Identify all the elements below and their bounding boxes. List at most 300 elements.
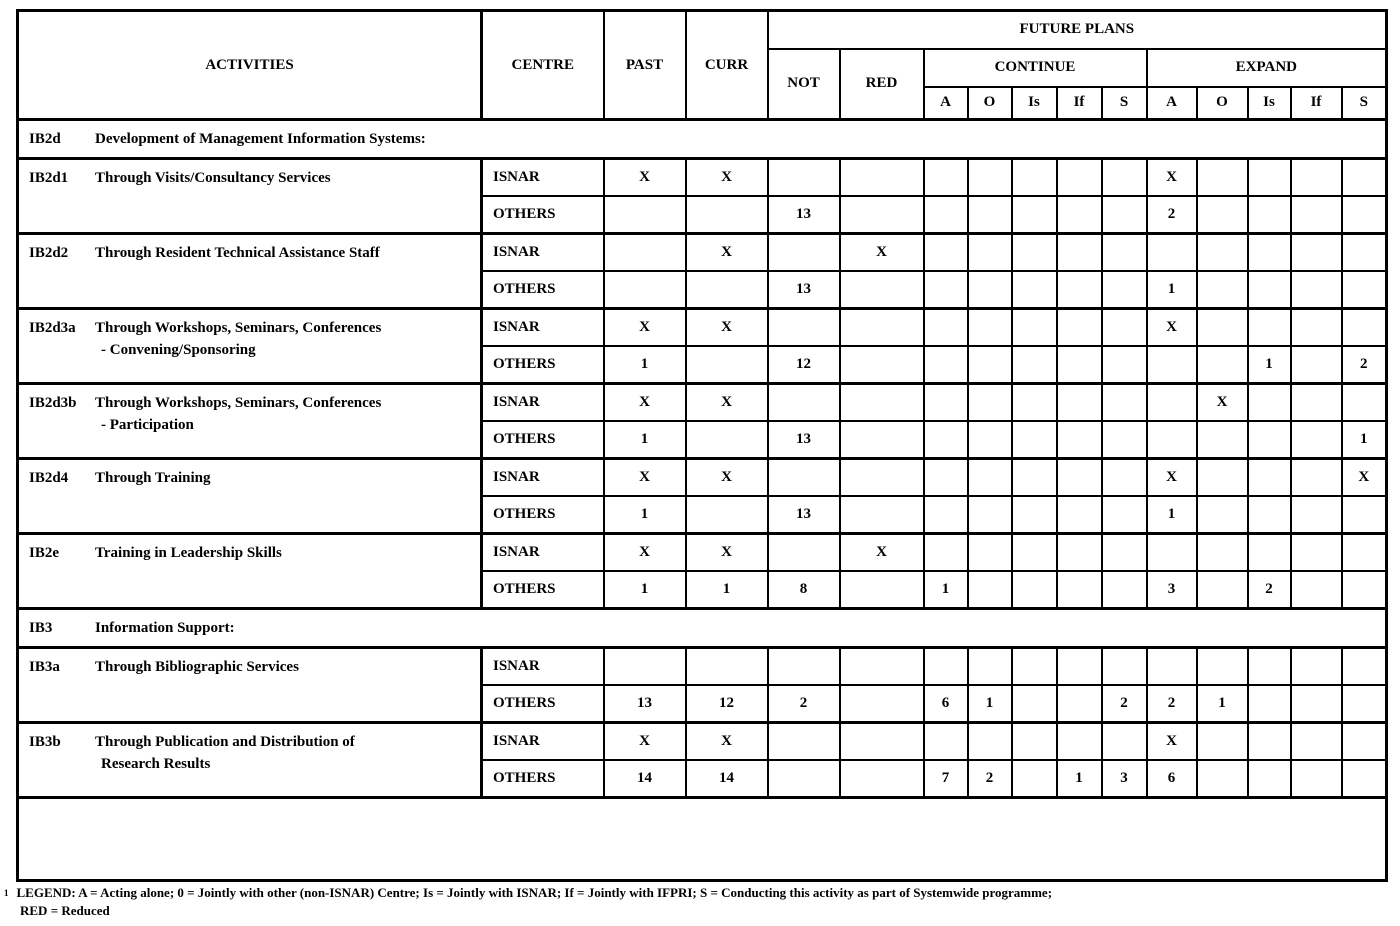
- activity-title: Through Bibliographic Services: [95, 659, 299, 675]
- activity-cell: [18, 648, 482, 723]
- table-row: [18, 309, 1387, 347]
- cell-expand-if: [1291, 309, 1342, 347]
- cell-curr: X: [686, 723, 768, 761]
- cell-continue-o: [968, 496, 1012, 534]
- header-activities: ACTIVITIES: [18, 11, 482, 120]
- cell-curr: [686, 346, 768, 384]
- cell-expand-s: [1342, 309, 1387, 347]
- cell-not: [768, 384, 840, 422]
- cell-expand-o: X: [1197, 384, 1248, 422]
- cell-continue-if: [1057, 723, 1102, 761]
- cell-past: [604, 196, 686, 234]
- cell-continue-s: [1102, 196, 1147, 234]
- cell-continue-a: [924, 271, 968, 309]
- cell-continue-s: [1102, 459, 1147, 497]
- header-expand-is: Is: [1248, 87, 1291, 120]
- activity-title-block: [95, 542, 465, 564]
- cell-continue-s: [1102, 421, 1147, 459]
- cell-expand-s: [1342, 159, 1387, 197]
- cell-expand-a: [1147, 384, 1197, 422]
- cell-expand-if: [1291, 571, 1342, 609]
- blank-cell: [18, 798, 1387, 881]
- header-red: RED: [840, 49, 924, 120]
- cell-not: 13: [768, 421, 840, 459]
- cell-continue-o: [968, 346, 1012, 384]
- cell-expand-s: [1342, 723, 1387, 761]
- cell-continue-is: [1012, 571, 1057, 609]
- cell-expand-is: [1248, 271, 1291, 309]
- cell-past: X: [604, 159, 686, 197]
- activity-title: Through Resident Technical Assistance Staff: [95, 245, 380, 261]
- cell-continue-is: [1012, 648, 1057, 686]
- cell-continue-is: [1012, 196, 1057, 234]
- cell-continue-s: [1102, 496, 1147, 534]
- header-curr: CURR: [686, 11, 768, 120]
- section-code: IB2d: [29, 130, 61, 147]
- cell-expand-if: [1291, 534, 1342, 572]
- cell-continue-o: 1: [968, 685, 1012, 723]
- cell-not: [768, 159, 840, 197]
- cell-expand-o: [1197, 346, 1248, 384]
- cell-continue-a: [924, 534, 968, 572]
- activity-title: Through Workshops, Seminars, Conferences: [95, 320, 382, 336]
- cell-red: [840, 421, 924, 459]
- cell-expand-a: 1: [1147, 271, 1197, 309]
- cell-expand-s: [1342, 384, 1387, 422]
- cell-continue-o: [968, 309, 1012, 347]
- cell-continue-o: [968, 459, 1012, 497]
- table-row: [18, 234, 1387, 272]
- activity-code: IB2e: [29, 545, 59, 561]
- activity-title-block: [95, 317, 465, 361]
- cell-continue-if: [1057, 309, 1102, 347]
- cell-continue-s: [1102, 234, 1147, 272]
- cell-continue-s: [1102, 159, 1147, 197]
- cell-continue-o: 2: [968, 760, 1012, 798]
- cell-continue-a: [924, 346, 968, 384]
- cell-continue-a: [924, 196, 968, 234]
- centre-cell: ISNAR: [482, 648, 604, 686]
- cell-expand-is: [1248, 234, 1291, 272]
- section-heading: [18, 120, 1387, 159]
- cell-past: 14: [604, 760, 686, 798]
- cell-continue-is: [1012, 421, 1057, 459]
- activity-title: Through Workshops, Seminars, Conferences: [95, 395, 382, 411]
- cell-continue-o: [968, 196, 1012, 234]
- cell-expand-o: [1197, 760, 1248, 798]
- cell-past: 13: [604, 685, 686, 723]
- cell-expand-s: [1342, 760, 1387, 798]
- activity-code: IB3b: [29, 734, 61, 750]
- cell-expand-if: [1291, 648, 1342, 686]
- centre-cell: ISNAR: [482, 159, 604, 197]
- cell-not: [768, 723, 840, 761]
- cell-expand-o: [1197, 648, 1248, 686]
- activity-code: IB2d3b: [29, 395, 77, 411]
- cell-not: 2: [768, 685, 840, 723]
- cell-expand-if: [1291, 271, 1342, 309]
- cell-continue-o: [968, 421, 1012, 459]
- cell-red: [840, 309, 924, 347]
- cell-expand-o: [1197, 459, 1248, 497]
- cell-expand-a: 6: [1147, 760, 1197, 798]
- cell-continue-a: [924, 723, 968, 761]
- table-row: [18, 384, 1387, 422]
- cell-continue-o: [968, 648, 1012, 686]
- cell-not: [768, 760, 840, 798]
- centre-cell: OTHERS: [482, 271, 604, 309]
- cell-expand-is: 2: [1248, 571, 1291, 609]
- cell-curr: X: [686, 234, 768, 272]
- cell-continue-is: [1012, 384, 1057, 422]
- cell-continue-is: [1012, 496, 1057, 534]
- cell-expand-if: [1291, 496, 1342, 534]
- cell-expand-is: [1248, 421, 1291, 459]
- cell-past: X: [604, 534, 686, 572]
- cell-past: [604, 271, 686, 309]
- cell-expand-o: [1197, 159, 1248, 197]
- cell-expand-s: [1342, 571, 1387, 609]
- cell-continue-s: 3: [1102, 760, 1147, 798]
- activity-title-block: [95, 167, 465, 189]
- cell-curr: [686, 648, 768, 686]
- cell-expand-is: [1248, 760, 1291, 798]
- cell-red: [840, 648, 924, 686]
- cell-expand-if: [1291, 459, 1342, 497]
- legend: [4, 884, 1394, 920]
- cell-continue-a: [924, 496, 968, 534]
- activity-code: IB3a: [29, 659, 60, 675]
- cell-not: 8: [768, 571, 840, 609]
- legend-line-1: LEGEND: A = Acting alone; 0 = Jointly with other (non-ISNAR) Centre; Is = Jointly with ISNAR; If = Jointly with IFPRI; S = Conducting this activity as part of Systemwide programme;: [16, 885, 1053, 900]
- cell-continue-is: [1012, 459, 1057, 497]
- section-code: IB3: [29, 619, 53, 636]
- cell-continue-if: [1057, 196, 1102, 234]
- cell-expand-o: [1197, 723, 1248, 761]
- cell-expand-o: [1197, 196, 1248, 234]
- cell-expand-o: [1197, 234, 1248, 272]
- activity-title-block: [95, 392, 465, 436]
- activity-subtitle: - Convening/Sponsoring: [101, 342, 256, 358]
- activity-title: Through Training: [95, 470, 211, 486]
- activity-title-block: [95, 731, 465, 775]
- activities-table: [16, 9, 1388, 882]
- cell-continue-a: [924, 309, 968, 347]
- cell-expand-a: X: [1147, 159, 1197, 197]
- centre-cell: ISNAR: [482, 234, 604, 272]
- section-title: Development of Management Information Systems:: [95, 130, 426, 147]
- header-centre: CENTRE: [482, 11, 604, 120]
- cell-continue-if: [1057, 346, 1102, 384]
- header-past: PAST: [604, 11, 686, 120]
- centre-cell: OTHERS: [482, 685, 604, 723]
- section-heading: [18, 609, 1387, 648]
- cell-continue-a: [924, 384, 968, 422]
- cell-red: [840, 159, 924, 197]
- cell-expand-o: [1197, 534, 1248, 572]
- centre-cell: OTHERS: [482, 571, 604, 609]
- header-continue-is: Is: [1012, 87, 1057, 120]
- centre-cell: OTHERS: [482, 760, 604, 798]
- cell-expand-a: 2: [1147, 685, 1197, 723]
- cell-continue-is: [1012, 271, 1057, 309]
- cell-expand-s: [1342, 234, 1387, 272]
- centre-cell: OTHERS: [482, 196, 604, 234]
- activity-subtitle: - Participation: [101, 417, 194, 433]
- cell-expand-s: [1342, 685, 1387, 723]
- header-expand-if: If: [1291, 87, 1342, 120]
- cell-curr: X: [686, 384, 768, 422]
- cell-expand-o: 1: [1197, 685, 1248, 723]
- cell-continue-s: [1102, 384, 1147, 422]
- header-expand-s: S: [1342, 87, 1387, 120]
- table-row: [18, 159, 1387, 197]
- cell-continue-is: [1012, 346, 1057, 384]
- cell-curr: X: [686, 534, 768, 572]
- cell-expand-a: [1147, 421, 1197, 459]
- activity-title: Through Visits/Consultancy Services: [95, 170, 331, 186]
- cell-continue-o: [968, 384, 1012, 422]
- cell-curr: 12: [686, 685, 768, 723]
- cell-continue-s: [1102, 571, 1147, 609]
- activity-cell: [18, 309, 482, 384]
- cell-past: 1: [604, 346, 686, 384]
- cell-past: 1: [604, 571, 686, 609]
- cell-not: 12: [768, 346, 840, 384]
- cell-continue-a: 7: [924, 760, 968, 798]
- cell-continue-a: [924, 648, 968, 686]
- cell-past: 1: [604, 496, 686, 534]
- activity-code: IB2d2: [29, 245, 69, 261]
- activity-title: Through Publication and Distribution of: [95, 734, 355, 750]
- table-row: [18, 648, 1387, 686]
- cell-expand-if: [1291, 159, 1342, 197]
- cell-continue-s: [1102, 309, 1147, 347]
- activity-cell: [18, 723, 482, 798]
- header-expand: EXPAND: [1147, 49, 1387, 87]
- cell-curr: 1: [686, 571, 768, 609]
- header-expand-a: A: [1147, 87, 1197, 120]
- table-row: [18, 534, 1387, 572]
- cell-curr: X: [686, 159, 768, 197]
- cell-not: [768, 534, 840, 572]
- legend-line-2: RED = Reduced: [20, 903, 110, 918]
- cell-expand-s: [1342, 271, 1387, 309]
- cell-expand-if: [1291, 421, 1342, 459]
- centre-cell: ISNAR: [482, 459, 604, 497]
- cell-continue-a: [924, 459, 968, 497]
- cell-red: [840, 496, 924, 534]
- cell-continue-if: 1: [1057, 760, 1102, 798]
- cell-not: 13: [768, 496, 840, 534]
- cell-not: [768, 234, 840, 272]
- cell-expand-is: [1248, 196, 1291, 234]
- cell-expand-a: [1147, 346, 1197, 384]
- cell-continue-if: [1057, 459, 1102, 497]
- cell-curr: 14: [686, 760, 768, 798]
- cell-expand-s: [1342, 534, 1387, 572]
- activity-code: IB2d4: [29, 470, 69, 486]
- header-continue-s: S: [1102, 87, 1147, 120]
- cell-red: [840, 346, 924, 384]
- cell-red: [840, 685, 924, 723]
- header-continue-o: O: [968, 87, 1012, 120]
- cell-continue-is: [1012, 685, 1057, 723]
- cell-expand-is: [1248, 459, 1291, 497]
- activity-code: IB2d1: [29, 170, 69, 186]
- cell-expand-if: [1291, 685, 1342, 723]
- cell-expand-a: [1147, 648, 1197, 686]
- header-continue: CONTINUE: [924, 49, 1147, 87]
- header-expand-o: O: [1197, 87, 1248, 120]
- cell-continue-if: [1057, 571, 1102, 609]
- centre-cell: ISNAR: [482, 723, 604, 761]
- cell-continue-if: [1057, 685, 1102, 723]
- cell-continue-if: [1057, 234, 1102, 272]
- cell-not: [768, 459, 840, 497]
- footnote-marker: 1: [4, 888, 9, 898]
- cell-expand-s: 2: [1342, 346, 1387, 384]
- cell-red: X: [840, 234, 924, 272]
- cell-expand-o: [1197, 421, 1248, 459]
- cell-expand-is: [1248, 534, 1291, 572]
- cell-continue-is: [1012, 760, 1057, 798]
- cell-continue-o: [968, 159, 1012, 197]
- cell-continue-s: 2: [1102, 685, 1147, 723]
- cell-expand-a: 2: [1147, 196, 1197, 234]
- cell-expand-s: [1342, 196, 1387, 234]
- cell-red: [840, 760, 924, 798]
- cell-expand-a: 1: [1147, 496, 1197, 534]
- centre-cell: OTHERS: [482, 496, 604, 534]
- section-row: [18, 609, 1387, 648]
- cell-red: [840, 196, 924, 234]
- cell-continue-is: [1012, 723, 1057, 761]
- activity-title-block: [95, 242, 465, 264]
- cell-continue-s: [1102, 723, 1147, 761]
- cell-continue-if: [1057, 421, 1102, 459]
- cell-expand-s: [1342, 648, 1387, 686]
- cell-continue-if: [1057, 159, 1102, 197]
- cell-continue-a: [924, 421, 968, 459]
- cell-expand-a: 3: [1147, 571, 1197, 609]
- cell-continue-s: [1102, 346, 1147, 384]
- cell-red: [840, 571, 924, 609]
- section-row: [18, 120, 1387, 159]
- cell-expand-a: X: [1147, 459, 1197, 497]
- cell-red: [840, 271, 924, 309]
- cell-continue-o: [968, 234, 1012, 272]
- cell-expand-o: [1197, 496, 1248, 534]
- cell-continue-a: [924, 234, 968, 272]
- header-continue-a: A: [924, 87, 968, 120]
- cell-curr: [686, 271, 768, 309]
- cell-curr: X: [686, 459, 768, 497]
- cell-continue-o: [968, 571, 1012, 609]
- cell-past: X: [604, 459, 686, 497]
- centre-cell: OTHERS: [482, 421, 604, 459]
- cell-expand-o: [1197, 309, 1248, 347]
- activity-cell: [18, 384, 482, 459]
- cell-past: [604, 234, 686, 272]
- cell-red: X: [840, 534, 924, 572]
- cell-expand-is: [1248, 309, 1291, 347]
- cell-expand-s: 1: [1342, 421, 1387, 459]
- cell-continue-is: [1012, 534, 1057, 572]
- cell-past: X: [604, 384, 686, 422]
- cell-continue-o: [968, 271, 1012, 309]
- cell-continue-is: [1012, 309, 1057, 347]
- cell-curr: [686, 421, 768, 459]
- cell-continue-s: [1102, 271, 1147, 309]
- cell-expand-if: [1291, 384, 1342, 422]
- cell-past: X: [604, 309, 686, 347]
- cell-continue-a: [924, 159, 968, 197]
- cell-continue-if: [1057, 271, 1102, 309]
- section-title: Information Support:: [95, 619, 235, 636]
- cell-expand-if: [1291, 760, 1342, 798]
- activity-cell: [18, 459, 482, 534]
- cell-continue-if: [1057, 648, 1102, 686]
- cell-continue-s: [1102, 534, 1147, 572]
- activity-title-block: [95, 656, 465, 678]
- cell-continue-o: [968, 534, 1012, 572]
- cell-expand-a: [1147, 534, 1197, 572]
- header-future-plans: FUTURE PLANS: [768, 11, 1387, 49]
- activity-cell: [18, 234, 482, 309]
- cell-expand-s: [1342, 496, 1387, 534]
- cell-curr: [686, 196, 768, 234]
- centre-cell: ISNAR: [482, 309, 604, 347]
- cell-expand-s: X: [1342, 459, 1387, 497]
- activity-title: Training in Leadership Skills: [95, 545, 282, 561]
- cell-curr: X: [686, 309, 768, 347]
- cell-expand-o: [1197, 271, 1248, 309]
- cell-past: 1: [604, 421, 686, 459]
- centre-cell: ISNAR: [482, 534, 604, 572]
- table-row: [18, 459, 1387, 497]
- activity-cell: [18, 159, 482, 234]
- cell-expand-if: [1291, 196, 1342, 234]
- centre-cell: OTHERS: [482, 346, 604, 384]
- cell-expand-a: X: [1147, 723, 1197, 761]
- cell-not: [768, 648, 840, 686]
- cell-expand-is: [1248, 159, 1291, 197]
- cell-expand-is: [1248, 723, 1291, 761]
- cell-past: X: [604, 723, 686, 761]
- activity-title-block: [95, 467, 465, 489]
- cell-continue-s: [1102, 648, 1147, 686]
- activity-cell: [18, 534, 482, 609]
- activity-subtitle: Research Results: [101, 756, 211, 772]
- cell-continue-if: [1057, 496, 1102, 534]
- cell-red: [840, 723, 924, 761]
- table-row: [18, 723, 1387, 761]
- cell-expand-a: X: [1147, 309, 1197, 347]
- cell-red: [840, 384, 924, 422]
- cell-expand-is: [1248, 648, 1291, 686]
- cell-expand-is: [1248, 384, 1291, 422]
- cell-expand-is: [1248, 496, 1291, 534]
- cell-continue-o: [968, 723, 1012, 761]
- cell-not: 13: [768, 271, 840, 309]
- cell-continue-if: [1057, 384, 1102, 422]
- centre-cell: ISNAR: [482, 384, 604, 422]
- cell-not: [768, 309, 840, 347]
- cell-curr: [686, 496, 768, 534]
- cell-expand-if: [1291, 723, 1342, 761]
- cell-continue-if: [1057, 534, 1102, 572]
